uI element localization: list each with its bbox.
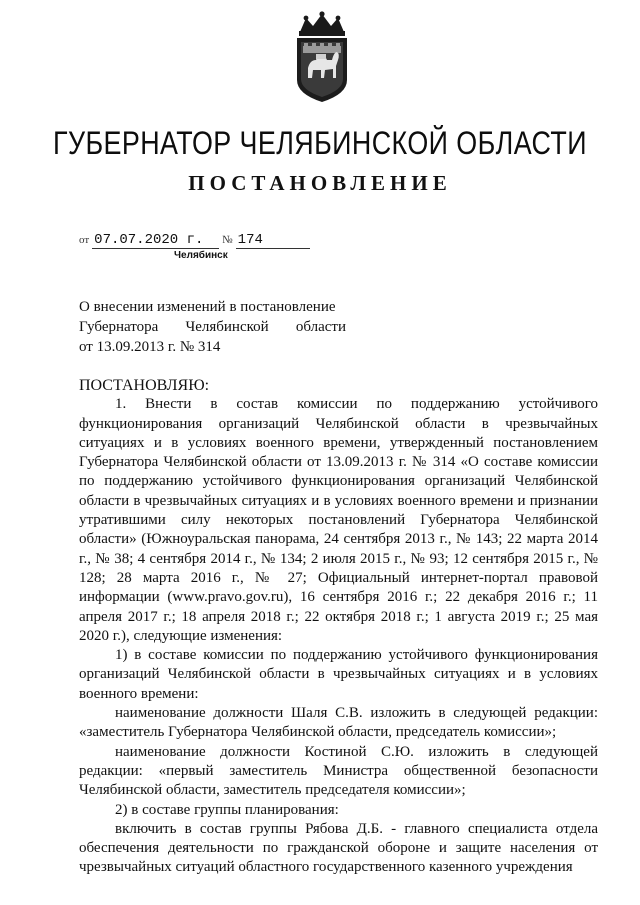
document-date: 07.07.2020 г.	[92, 232, 219, 249]
paragraph-shal-position: наименование должности Шаля С.В. изложить в следующей редакции: «заместитель Губернатора Челябинской области, председатель комиссии»;	[79, 705, 598, 741]
subject-line-1: О внесении изменений в постановление	[79, 299, 336, 315]
chelyabinsk-coat-of-arms-icon	[286, 10, 358, 104]
document-subject	[79, 297, 346, 357]
city-label: Челябинск	[174, 250, 228, 261]
document-number: 174	[236, 232, 310, 249]
number-label: №	[222, 234, 233, 246]
paragraph-subitem-2: 2) в составе группы планирования:	[115, 801, 339, 818]
paragraph-subitem-1: 1) в составе комиссии по поддержанию устойчивого функционирования организаций Челябинской области в чрезвычайных ситуациях и в условиях военного времени:	[79, 647, 598, 702]
subject-line-3: от 13.09.2013 г. № 314	[79, 339, 221, 355]
paragraph-item-1: 1. Внести в состав комиссии по поддержанию устойчивого функционирования организаций Челябинской области в чрезвычайных ситуациях и в условиях военного времени, утвержденный постановлением Губернатора Челябинской области от 13.09.2013 г. № 314 «О составе комиссии по поддержанию устойчивого функционирования организаций Челябинской области в чрезвычайных ситуациях и в условиях военного времени и признании утратившими силу некоторых постановлений Губернатора Челябинской области» (Южноуральская панорама, 24 сентября 2013 г., № 143; 22 марта 2014 г., № 38; 4 сентября 2014 г., № 134; 2 июля 2015 г., № 93; 12 сентября 2015 г., № 128; 28 марта 2016 г., № 27; Официальный интернет-портал правовой информации (www.pravo.gov.ru), 16 сентября 2016 г.; 22 декабря 2016 г.; 11 апреля 2017 г.; 18 апреля 2018 г.; 22 октября 2018 г.; 1 августа 2019 г.; 25 мая 2020 г.), следующие изменения:	[79, 396, 598, 644]
paragraph-kostina-position: наименование должности Костиной С.Ю. изложить в следующей редакции: «первый заместитель Министра общественной безопасности Челябинской области, заместитель председателя комиссии»;	[79, 743, 598, 799]
decree-heading: ПОСТАНОВЛЯЮ:	[79, 377, 210, 394]
paragraph-include-ryabov: включить в состав группы Рябова Д.Б. - главного специалиста отдела обеспечения деятельности по гражданской обороне и защите населения от чрезвычайных ситуаций областного государственного казенного учреждения	[79, 820, 598, 876]
document-type-heading: ПОСТАНОВЛЕНИЕ	[188, 171, 452, 195]
document-meta-line	[79, 232, 310, 249]
subject-line-2: Губернатора Челябинской области	[79, 319, 346, 335]
date-prefix-label: от	[79, 234, 90, 246]
governor-title: ГУБЕРНАТОР ЧЕЛЯБИНСКОЙ ОБЛАСТИ	[52, 125, 588, 161]
document-body	[79, 376, 598, 878]
